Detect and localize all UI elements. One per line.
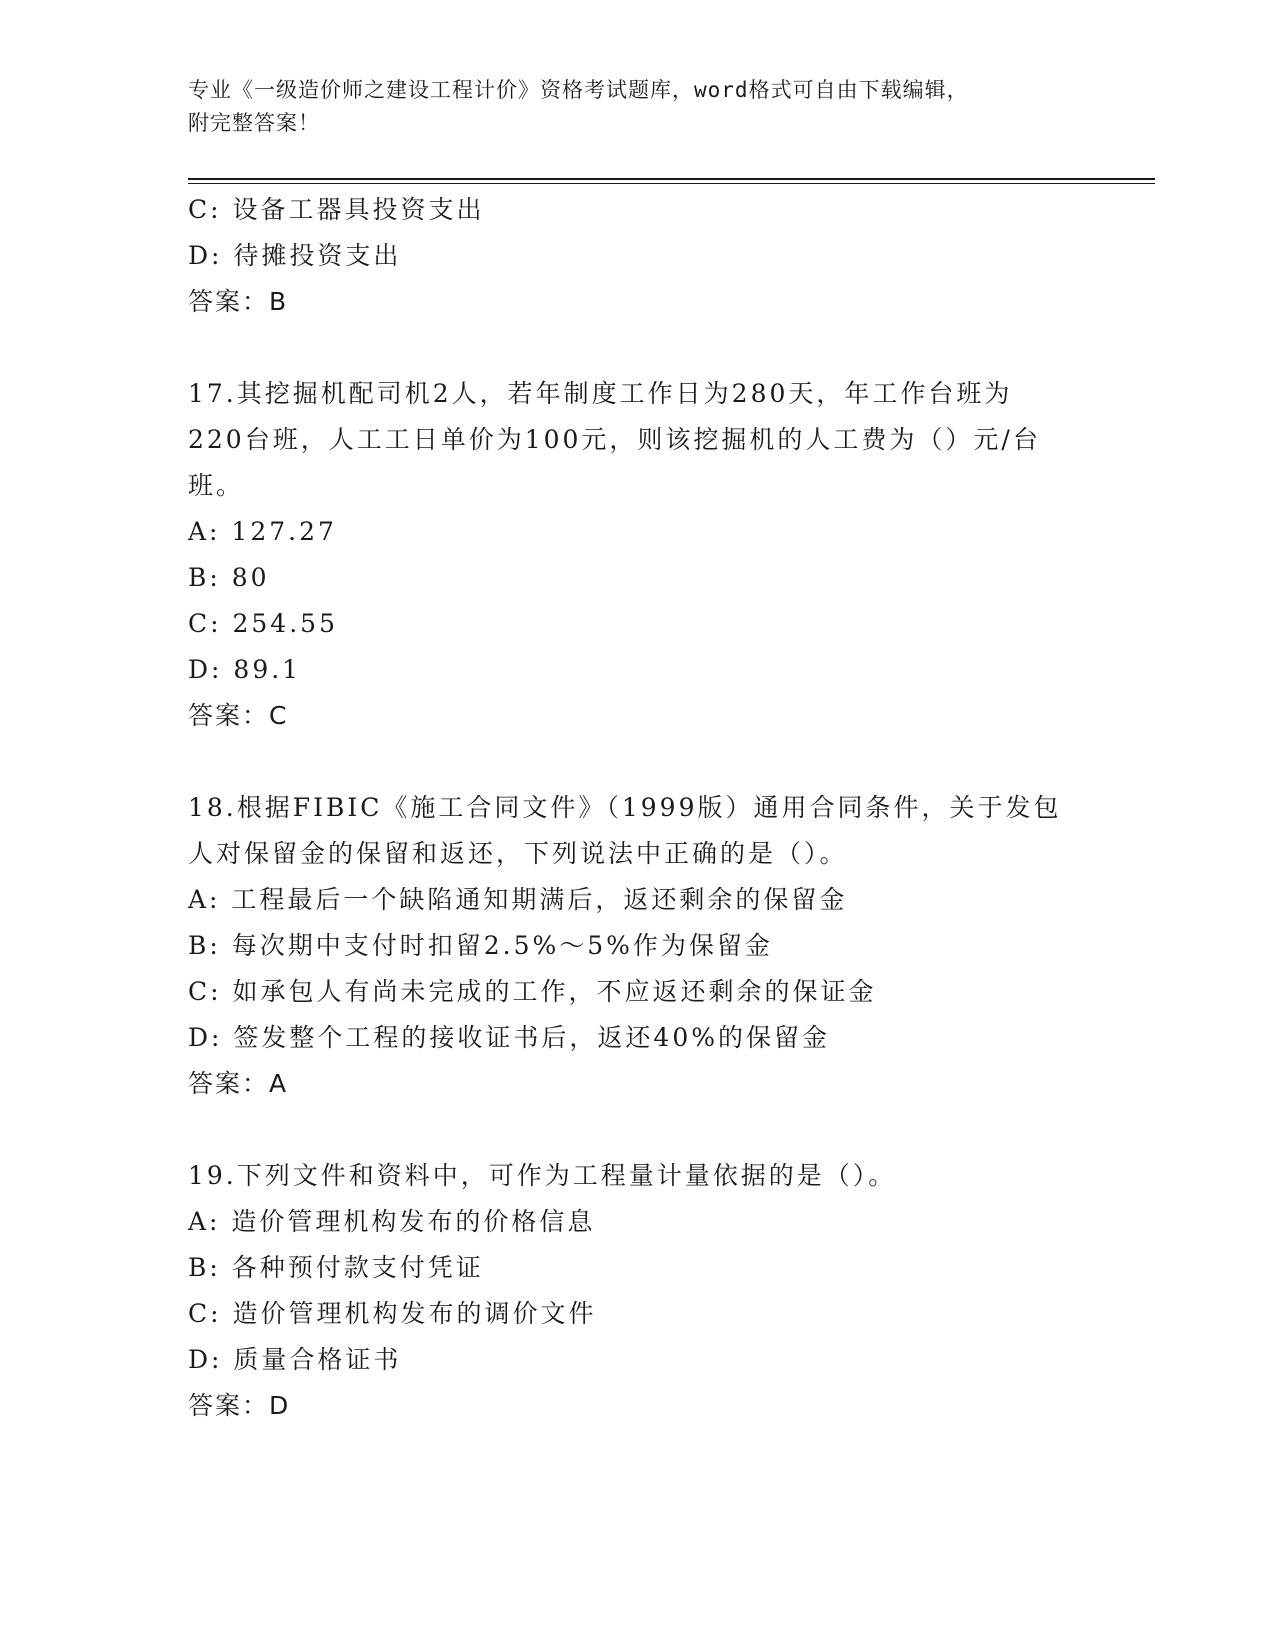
page-header <box>188 74 1088 140</box>
question-content <box>188 187 1088 1429</box>
answer-line: 答案：C <box>188 701 289 730</box>
question-stem-line: 19.下列文件和资料中，可作为工程量计量依据的是（）。 <box>188 1161 897 1190</box>
option-c: C: 254.55 <box>188 609 338 638</box>
option-b: B: 各种预付款支付凭证 <box>188 1253 484 1282</box>
option-c: C: 造价管理机构发布的调价文件 <box>188 1299 597 1328</box>
option-d: D: 待摊投资支出 <box>188 241 402 270</box>
spacer <box>188 325 1088 371</box>
question-stem-line: 17.其挖掘机配司机2人，若年制度工作日为280天，年工作台班为 <box>188 379 1013 408</box>
header-line-2: 附完整答案！ <box>188 111 320 135</box>
question-stem-line: 220台班，人工工日单价为100元，则该挖掘机的人工费为（）元/台 <box>188 425 1041 454</box>
option-d: D: 质量合格证书 <box>188 1345 402 1374</box>
question-19 <box>188 1153 1088 1429</box>
option-c: C: 如承包人有尚未完成的工作，不应返还剩余的保证金 <box>188 977 877 1006</box>
question-stem-line: 人对保留金的保留和返还，下列说法中正确的是（）。 <box>188 839 848 868</box>
question-stem-line: 18.根据FIBIC《施工合同文件》（1999版）通用合同条件，关于发包 <box>188 793 1062 822</box>
spacer <box>188 739 1088 785</box>
option-a: A: 工程最后一个缺陷通知期满后，返还剩余的保留金 <box>188 885 848 914</box>
option-a: A: 造价管理机构发布的价格信息 <box>188 1207 596 1236</box>
question-17 <box>188 371 1088 739</box>
option-a: A: 127.27 <box>188 517 337 546</box>
question-18 <box>188 785 1088 1107</box>
header-divider-thick <box>188 178 1155 180</box>
answer-line: 答案：B <box>188 287 289 316</box>
header-divider-thin <box>188 183 1155 184</box>
option-c: C: 设备工器具投资支出 <box>188 195 485 224</box>
answer-line: 答案：D <box>188 1391 291 1420</box>
previous-question <box>188 187 1088 325</box>
header-line-1: 专业《一级造价师之建设工程计价》资格考试题库，word格式可自由下载编辑， <box>188 78 969 102</box>
spacer <box>188 1107 1088 1153</box>
question-stem-line: 班。 <box>188 471 245 500</box>
option-d: D: 89.1 <box>188 655 302 684</box>
option-b: B: 每次期中支付时扣留2.5%～5%作为保留金 <box>188 931 773 960</box>
answer-line: 答案：A <box>188 1069 289 1098</box>
option-d: D: 签发整个工程的接收证书后，返还40%的保留金 <box>188 1023 830 1052</box>
option-b: B: 80 <box>188 563 270 592</box>
